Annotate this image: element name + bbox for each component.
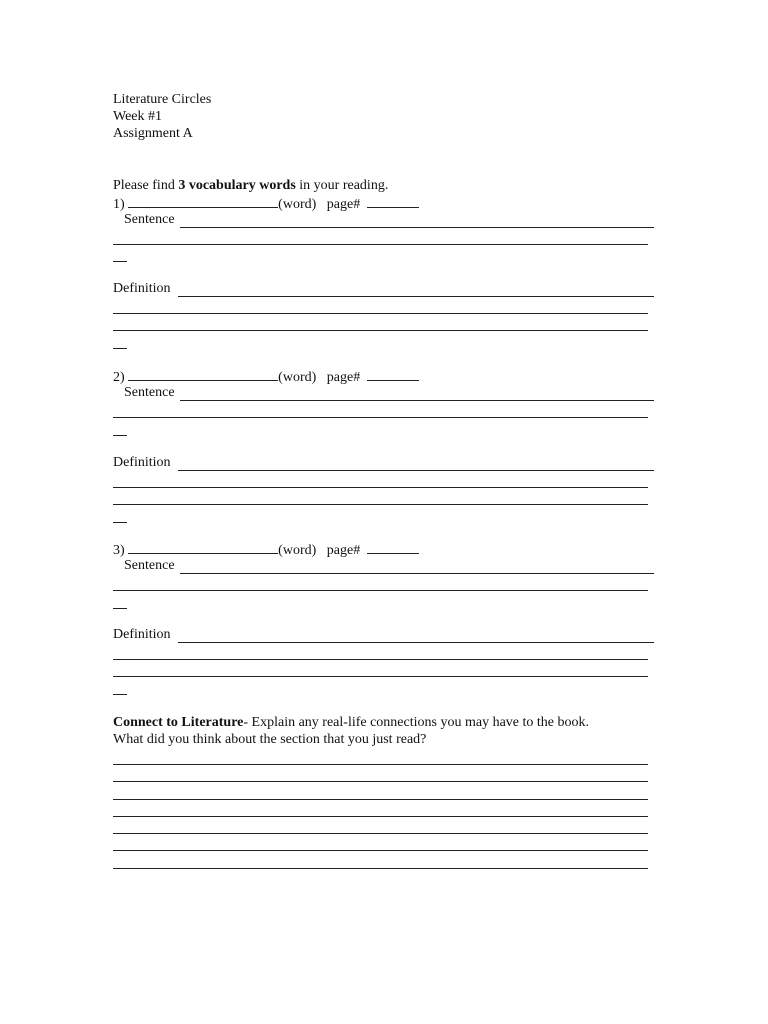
title-literature-circles: Literature Circles bbox=[113, 92, 212, 107]
sentence-line[interactable] bbox=[180, 227, 654, 228]
page-label: page# bbox=[326, 197, 361, 212]
page-label: page# bbox=[326, 370, 361, 385]
instructions-bold: 3 vocabulary words bbox=[178, 178, 296, 193]
instructions bbox=[113, 177, 388, 194]
instructions-text-end: in your reading. bbox=[295, 178, 389, 193]
sentence-label: Sentence bbox=[124, 212, 175, 227]
connect-prompt-text: - Explain any real-life connections you may have to the book. bbox=[243, 715, 589, 730]
word-blank[interactable] bbox=[128, 194, 278, 208]
sentence-line-end[interactable] bbox=[113, 261, 127, 262]
sentence-label: Sentence bbox=[124, 385, 175, 400]
word-blank[interactable] bbox=[128, 367, 278, 381]
definition-line-end[interactable] bbox=[113, 522, 127, 523]
definition-label: Definition bbox=[113, 281, 171, 296]
assignment-label: Assignment A bbox=[113, 126, 193, 141]
sentence-line-end[interactable] bbox=[113, 608, 127, 609]
sentence-line[interactable] bbox=[180, 400, 654, 401]
sentence-label: Sentence bbox=[124, 558, 175, 573]
sentence-line[interactable] bbox=[113, 417, 648, 418]
definition-line[interactable] bbox=[113, 330, 648, 331]
definition-label: Definition bbox=[113, 455, 171, 470]
sentence-line[interactable] bbox=[113, 590, 648, 591]
definition-label: Definition bbox=[113, 627, 171, 642]
response-line[interactable] bbox=[113, 868, 648, 869]
definition-line[interactable] bbox=[113, 659, 648, 660]
definition-line[interactable] bbox=[178, 296, 654, 297]
word-label: (word) bbox=[278, 543, 317, 558]
word-blank[interactable] bbox=[128, 540, 278, 554]
vocab-item-number: 3) bbox=[113, 543, 125, 558]
week-label: Week #1 bbox=[113, 109, 163, 124]
page-label: page# bbox=[326, 543, 361, 558]
word-label: (word) bbox=[278, 370, 317, 385]
definition-line[interactable] bbox=[113, 676, 648, 677]
definition-line[interactable] bbox=[113, 313, 648, 314]
connect-heading: Connect to Literature bbox=[113, 715, 244, 730]
definition-line[interactable] bbox=[113, 504, 648, 505]
response-line[interactable] bbox=[113, 833, 648, 834]
instructions-text-start: Please find bbox=[113, 178, 179, 193]
response-line[interactable] bbox=[113, 764, 648, 765]
page-blank[interactable] bbox=[367, 367, 419, 381]
sentence-line[interactable] bbox=[180, 573, 654, 574]
definition-line-end[interactable] bbox=[113, 694, 127, 695]
response-line[interactable] bbox=[113, 781, 648, 782]
vocab-item-number: 2) bbox=[113, 370, 125, 385]
definition-line[interactable] bbox=[113, 487, 648, 488]
response-line[interactable] bbox=[113, 799, 648, 800]
definition-line-end[interactable] bbox=[113, 348, 127, 349]
page-blank[interactable] bbox=[367, 540, 419, 554]
sentence-line-end[interactable] bbox=[113, 435, 127, 436]
word-label: (word) bbox=[278, 197, 317, 212]
page-blank[interactable] bbox=[367, 194, 419, 208]
sentence-line[interactable] bbox=[113, 244, 648, 245]
vocab-item-number: 1) bbox=[113, 197, 125, 212]
connect-prompt bbox=[113, 714, 589, 731]
response-line[interactable] bbox=[113, 850, 648, 851]
definition-line[interactable] bbox=[178, 470, 654, 471]
response-line[interactable] bbox=[113, 816, 648, 817]
connect-question: What did you think about the section that you just read? bbox=[113, 732, 427, 747]
definition-line[interactable] bbox=[178, 642, 654, 643]
